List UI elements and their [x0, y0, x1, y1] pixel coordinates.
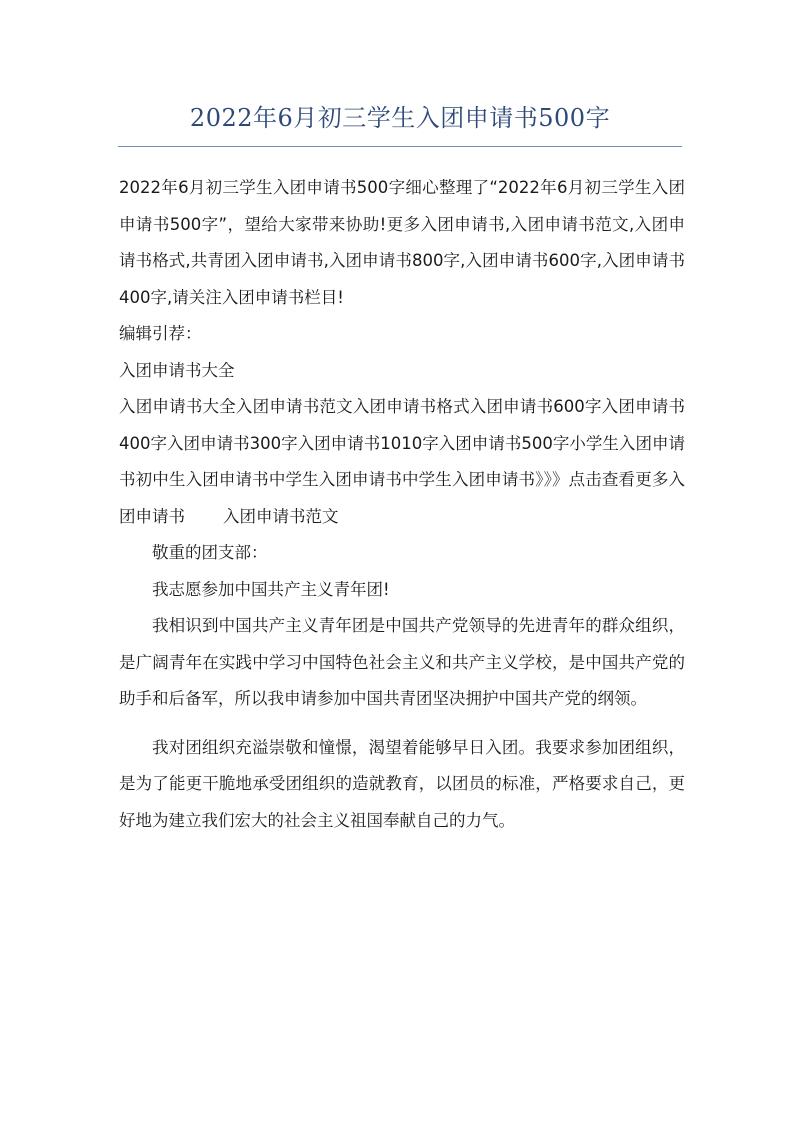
salutation: 敬重的团支部： [152, 543, 268, 562]
paragraph-1: 我志愿参加中国共产主义青年团! [152, 579, 390, 599]
paragraph-2: 我相识到中国共产主义青年团是中国共产党领导的先进青年的群众组织，是广阔青年在实践中学习中国特色社会主义和共产主义学校，是中国共产党的助手和后备军，所以我申请参加中国共青团坚决拥护中国共产党的纲领。 [119, 616, 685, 708]
links-text: 入团申请书大全入团申请书范文入团申请书格式入团申请书600字入团申请书400字入团申请书300字入团申请书1010字入团申请书500字小学生入团申请书初中生入团申请书中学生入团申请书中学生入团申请书》》》点击查看更多入团申请书 [119, 397, 685, 526]
document-body [119, 170, 685, 839]
editor-note: 编辑引荐： [119, 324, 202, 343]
links-tail: 入团申请书范文 [223, 506, 339, 526]
paragraph-3: 我对团组织充溢崇敬和憧憬，渴望着能够早日入团。我要求参加团组织，是为了能更干脆地承受团组织的造就教育，以团员的标准，严格要求自己，更好地为建立我们宏大的社会主义祖国奉献自己的力气。 [119, 737, 685, 830]
document-title: 2022年6月初三学生入团申请书500字 [189, 104, 611, 132]
section-heading: 入团申请书大全 [119, 360, 235, 380]
intro-paragraph: 2022年6月初三学生入团申请书500字细心整理了“2022年6月初三学生入团申请书500字”，望给大家带来协助!更多入团申请书,入团申请书范文,入团申请书格式,共青团入团申请书,入团申请书800字,入团申请书600字,入团申请书400字,请关注入团申请书栏目! [119, 178, 685, 307]
links-paragraph [119, 389, 685, 535]
title-underline [118, 146, 682, 147]
